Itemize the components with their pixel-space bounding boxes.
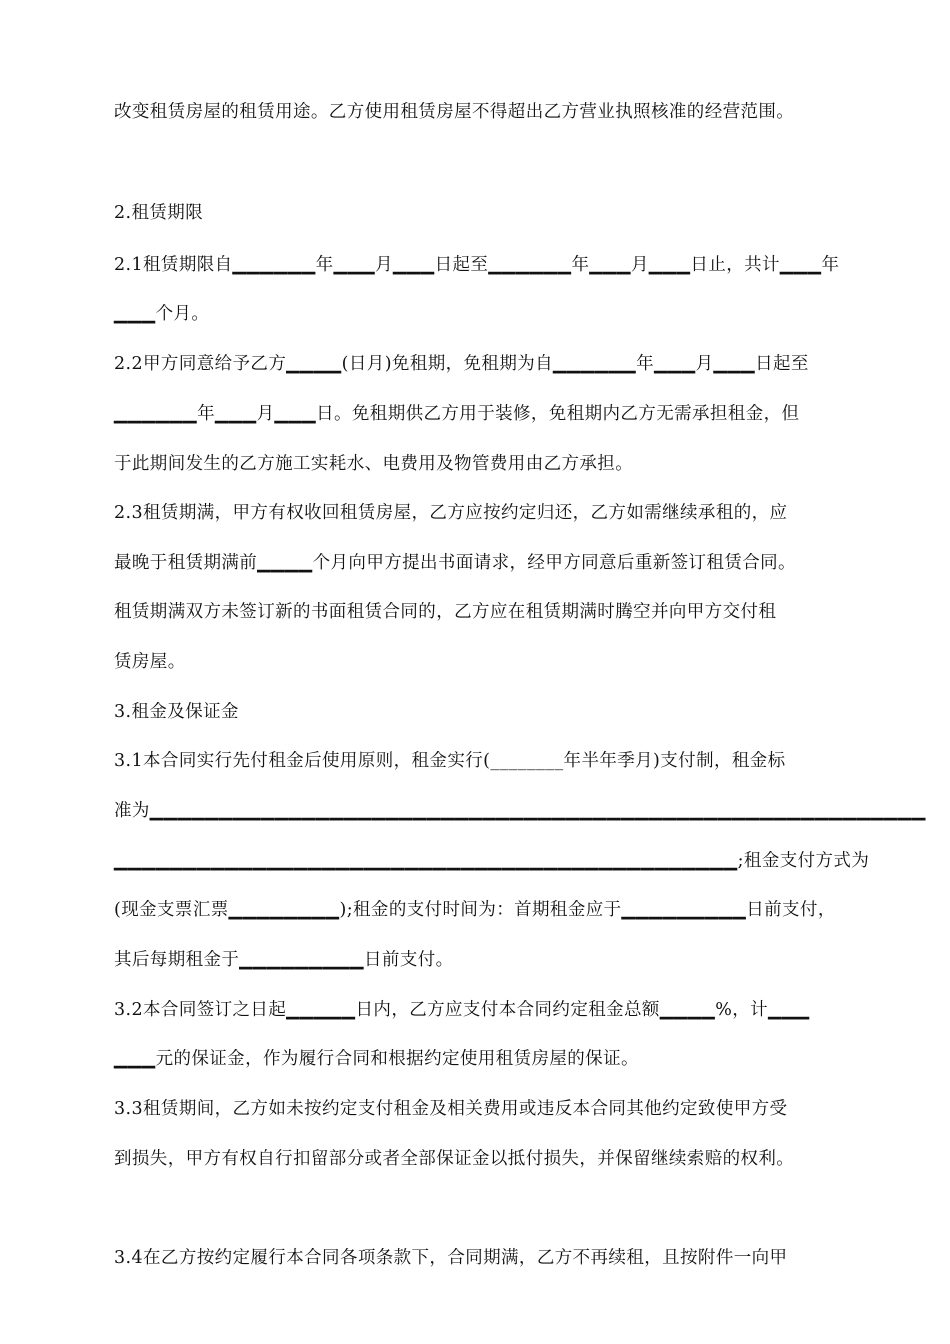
section-heading: 3.租金及保证金 bbox=[114, 702, 239, 722]
paragraph-line: 3.2本合同签订之日起▁▁▁▁▁日内，乙方应支付本合同约定租金总额▁▁▁▁%，计▁▁▁ bbox=[114, 1000, 810, 1020]
paragraph-line: 2.2甲方同意给予乙方▁▁▁▁(日月)免租期，免租期为自▁▁▁▁▁▁年▁▁▁月▁▁▁日起至 bbox=[114, 354, 809, 374]
paragraph-line: 于此期间发生的乙方施工实耗水、电费用及物管费用由乙方承担。 bbox=[114, 454, 634, 474]
paragraph-line: 到损失，甲方有权自行扣留部分或者全部保证金以抵付损失，并保留继续索赔的权利。 bbox=[114, 1149, 795, 1169]
section-heading: 2.租赁期限 bbox=[114, 203, 204, 223]
paragraph-line: ▁▁▁元的保证金，作为履行合同和根据约定使用租赁房屋的保证。 bbox=[114, 1049, 639, 1069]
paragraph-line: 3.4在乙方按约定履行本合同各项条款下，合同期满，乙方不再续租，且按附件一向甲 bbox=[114, 1248, 788, 1268]
paragraph-line: 3.3租赁期间，乙方如未按约定支付租金及相关费用或违反本合同其他约定致使甲方受 bbox=[114, 1099, 788, 1119]
paragraph-line: 3.1本合同实行先付租金后使用原则，租金实行(________年半年季月)支付制，租金标 bbox=[114, 751, 786, 771]
paragraph-line: ▁▁▁个月。 bbox=[114, 304, 210, 324]
paragraph-line: ▁▁▁▁▁▁▁▁▁▁▁▁▁▁▁▁▁▁▁▁▁▁▁▁▁▁▁▁▁▁▁▁▁▁▁▁▁▁▁▁▁▁▁▁▁;租金支付方式为 bbox=[114, 851, 870, 871]
paragraph-line: 其后每期租金于▁▁▁▁▁▁▁▁▁日前支付。 bbox=[114, 950, 454, 970]
paragraph-line: 租赁期满双方未签订新的书面租赁合同的，乙方应在租赁期满时腾空并向甲方交付租 bbox=[114, 602, 777, 622]
paragraph-line: ▁▁▁▁▁▁年▁▁▁月▁▁▁日。免租期供乙方用于装修，免租期内乙方无需承担租金，但 bbox=[114, 404, 800, 424]
paragraph-line: 2.3租赁期满，甲方有权收回租赁房屋，乙方应按约定归还，乙方如需继续承租的，应 bbox=[114, 503, 788, 523]
paragraph-line: 改变租赁房屋的租赁用途。乙方使用租赁房屋不得超出乙方营业执照核准的经营范围。 bbox=[114, 102, 795, 122]
paragraph-line: 最晚于租赁期满前▁▁▁▁个月向甲方提出书面请求，经甲方同意后重新签订租赁合同。 bbox=[114, 553, 796, 573]
paragraph-line: 准为▁▁▁▁▁▁▁▁▁▁▁▁▁▁▁▁▁▁▁▁▁▁▁▁▁▁▁▁▁▁▁▁▁▁▁▁▁▁▁▁▁▁▁▁▁▁▁▁▁▁▁▁▁▁▁▁ bbox=[114, 801, 926, 821]
paragraph-line: 赁房屋。 bbox=[114, 652, 186, 672]
paragraph-line: 2.1租赁期限自▁▁▁▁▁▁年▁▁▁月▁▁▁日起至▁▁▁▁▁▁年▁▁▁月▁▁▁日止，共计▁▁▁年 bbox=[114, 255, 840, 275]
paragraph-line: (现金支票汇票▁▁▁▁▁▁▁▁);租金的支付时间为：首期租金应于▁▁▁▁▁▁▁▁▁日前支付， bbox=[114, 900, 836, 920]
